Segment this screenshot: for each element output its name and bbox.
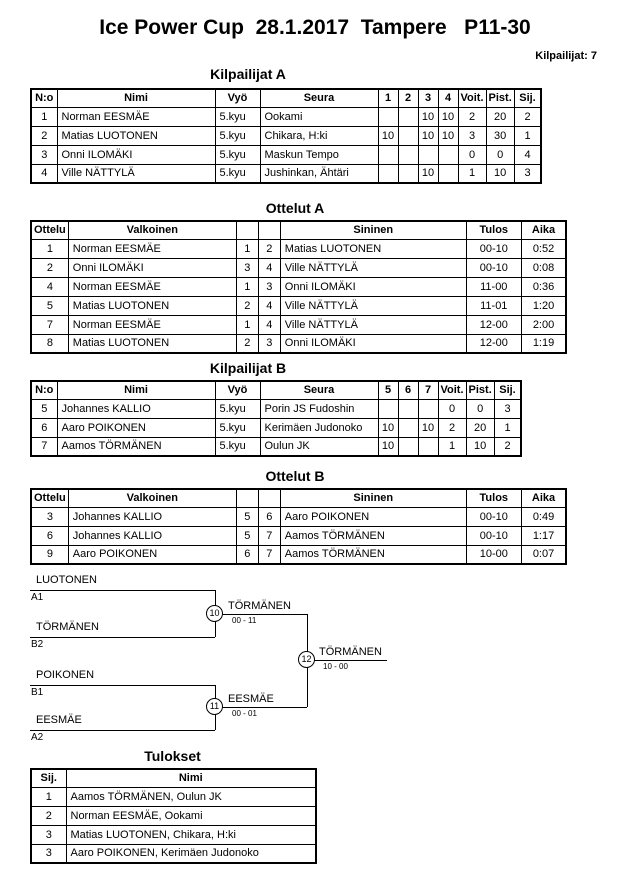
table-cell: 10 [466, 437, 494, 456]
column-header: 5 [378, 381, 398, 399]
table-cell: 0 [438, 399, 466, 418]
table-cell: 4 [258, 258, 280, 277]
match-score: 10 - 00 [323, 662, 348, 671]
table-cell: 1 [236, 315, 258, 334]
column-header: Nimi [57, 381, 215, 399]
table-cell: Aamos TÖRMÄNEN, Oulun JK [66, 787, 316, 806]
ottelut-b-table [30, 488, 567, 565]
column-header: N:o [31, 89, 57, 107]
column-header: 7 [418, 381, 438, 399]
table-cell: 1 [458, 164, 486, 183]
table-cell: 3 [258, 277, 280, 296]
table-cell: 5 [236, 507, 258, 526]
bracket-slot-line [30, 637, 215, 638]
header-row [31, 89, 541, 107]
match-winner-name: TÖRMÄNEN [319, 646, 382, 658]
table-row [31, 239, 566, 258]
table-cell: Ville NÄTTYLÄ [280, 296, 466, 315]
table-cell: 12-00 [466, 334, 521, 353]
table-cell: 2 [514, 107, 541, 126]
table-cell [398, 126, 418, 145]
table-cell [418, 399, 438, 418]
column-header: 6 [398, 381, 418, 399]
table-cell: 9 [31, 545, 68, 564]
table-cell: 0 [486, 145, 514, 164]
table-cell: 00-10 [466, 258, 521, 277]
table-cell: Johannes KALLIO [68, 507, 236, 526]
table-cell: 1 [236, 239, 258, 258]
table-cell: 3 [236, 258, 258, 277]
table-cell: 6 [236, 545, 258, 564]
table-cell: Aaro POIKONEN [68, 545, 236, 564]
bracket-slot-line [30, 590, 215, 591]
table-cell: 8 [31, 334, 68, 353]
table-cell: 12-00 [466, 315, 521, 334]
column-header: Pist. [486, 89, 514, 107]
table-cell: 0:07 [521, 545, 566, 564]
column-header: Valkoinen [68, 489, 236, 507]
match-number-circle: 11 [206, 698, 223, 715]
table-cell: Matias LUOTONEN [68, 296, 236, 315]
table-cell: Ville NÄTTYLÄ [280, 258, 466, 277]
table-cell [438, 145, 458, 164]
table-cell: Norman EESMÄE [68, 315, 236, 334]
table-row [31, 806, 316, 825]
table-cell: 10 [438, 107, 458, 126]
table-cell: Johannes KALLIO [68, 526, 236, 545]
table-cell: 3 [31, 844, 66, 863]
column-header: Aika [521, 221, 566, 239]
table-cell: 10-00 [466, 545, 521, 564]
table-cell [378, 399, 398, 418]
table-cell: 10 [378, 418, 398, 437]
match-score: 00 - 01 [232, 709, 257, 718]
column-header: Pist. [466, 381, 494, 399]
table-cell: 10 [378, 126, 398, 145]
column-header [236, 221, 258, 239]
table-cell: 20 [486, 107, 514, 126]
table-cell: 10 [418, 418, 438, 437]
table-cell: Norman EESMÄE, Ookami [66, 806, 316, 825]
table-cell: 5.kyu [215, 126, 260, 145]
table-cell: 7 [258, 526, 280, 545]
table-row [31, 145, 541, 164]
table-row [31, 507, 566, 526]
column-header: 2 [398, 89, 418, 107]
column-header: Seura [260, 89, 378, 107]
bracket-final-line [307, 660, 387, 661]
table-cell: 4 [258, 315, 280, 334]
table-cell: Maskun Tempo [260, 145, 378, 164]
table-row [31, 418, 521, 437]
table-cell [378, 107, 398, 126]
table-cell: 5.kyu [215, 399, 260, 418]
table-row [31, 277, 566, 296]
column-header: 1 [378, 89, 398, 107]
table-cell: Matias LUOTONEN [68, 334, 236, 353]
table-cell: 2:00 [521, 315, 566, 334]
table-cell: 6 [258, 507, 280, 526]
column-header: Ottelu [31, 221, 68, 239]
table-cell: 6 [31, 526, 68, 545]
table-cell: Norman EESMÄE [68, 277, 236, 296]
bracket-winner-line [215, 707, 307, 708]
table-cell [398, 418, 418, 437]
table-cell: 4 [31, 277, 68, 296]
column-header: Sij. [31, 769, 66, 787]
table-row [31, 399, 521, 418]
header-row [31, 381, 521, 399]
table-cell: 2 [458, 107, 486, 126]
column-header: Nimi [57, 89, 215, 107]
bracket-slot-label: B1 [31, 687, 44, 698]
section-heading-ottelut-b: Ottelut B [265, 468, 325, 484]
table-cell: 0:08 [521, 258, 566, 277]
match-number-circle: 12 [298, 651, 315, 668]
table-cell: Aamos TÖRMÄNEN [280, 526, 466, 545]
match-winner-name: TÖRMÄNEN [228, 600, 291, 612]
table-row [31, 526, 566, 545]
table-cell: Aaro POIKONEN [57, 418, 215, 437]
table-cell: 1 [31, 239, 68, 258]
column-header: 4 [438, 89, 458, 107]
table-cell [398, 399, 418, 418]
kilpailijat-b-table [30, 380, 522, 457]
column-header: Ottelu [31, 489, 68, 507]
table-cell: 2 [258, 239, 280, 258]
table-cell: 0:52 [521, 239, 566, 258]
table-cell [398, 437, 418, 456]
bracket-slot-line [30, 730, 215, 731]
table-cell [398, 107, 418, 126]
table-row [31, 825, 316, 844]
section-heading-ottelut-a: Ottelut A [265, 200, 325, 216]
table-cell: 4 [514, 145, 541, 164]
table-cell [398, 145, 418, 164]
table-cell: Jushinkan, Ähtäri [260, 164, 378, 183]
table-cell: 1 [236, 277, 258, 296]
table-cell [378, 145, 398, 164]
column-header [258, 221, 280, 239]
table-cell: 3 [31, 825, 66, 844]
bracket-slot-label: A1 [31, 592, 44, 603]
table-cell [378, 164, 398, 183]
table-row [31, 315, 566, 334]
table-cell: Norman EESMÄE [68, 239, 236, 258]
table-row [31, 258, 566, 277]
table-row [31, 296, 566, 315]
column-header: Vyö [215, 381, 260, 399]
bracket-winner-line [215, 614, 307, 615]
column-header: Voit. [438, 381, 466, 399]
table-cell: 1 [438, 437, 466, 456]
column-header: Sij. [494, 381, 521, 399]
table-row [31, 787, 316, 806]
column-header: Sij. [514, 89, 541, 107]
table-cell: Matias LUOTONEN [280, 239, 466, 258]
table-cell: Ville NÄTTYLÄ [280, 315, 466, 334]
table-cell: 2 [236, 334, 258, 353]
column-header: 3 [418, 89, 438, 107]
bracket-slot-line [30, 685, 215, 686]
table-cell: 0:49 [521, 507, 566, 526]
table-cell: Aaro POIKONEN, Kerimäen Judonoko [66, 844, 316, 863]
table-cell: 2 [31, 126, 57, 145]
table-cell: Onni ILOMÄKI [57, 145, 215, 164]
bracket-slot-label: A2 [31, 732, 44, 743]
table-cell: Oulun JK [260, 437, 378, 456]
bracket-slot-name: EESMÄE [36, 714, 82, 726]
table-cell: 1 [514, 126, 541, 145]
table-cell [418, 437, 438, 456]
table-cell: 0 [458, 145, 486, 164]
table-cell: 10 [486, 164, 514, 183]
table-cell: Aamos TÖRMÄNEN [57, 437, 215, 456]
table-row [31, 437, 521, 456]
column-header: Seura [260, 381, 378, 399]
table-cell: 7 [258, 545, 280, 564]
ottelut-a-table [30, 220, 567, 354]
table-cell [418, 145, 438, 164]
table-cell: Ville NÄTTYLÄ [57, 164, 215, 183]
table-cell: Onni ILOMÄKI [280, 334, 466, 353]
table-cell [398, 164, 418, 183]
kilpailijat-a-table [30, 88, 542, 184]
column-header: Tulos [466, 489, 521, 507]
table-cell: 1:17 [521, 526, 566, 545]
table-cell: 00-10 [466, 507, 521, 526]
column-header: Sininen [280, 489, 466, 507]
table-cell: Ookami [260, 107, 378, 126]
table-cell: 2 [31, 806, 66, 825]
table-cell: Aaro POIKONEN [280, 507, 466, 526]
match-number-circle: 10 [206, 605, 223, 622]
table-cell: 5.kyu [215, 418, 260, 437]
table-cell: Matias LUOTONEN, Chikara, H:ki [66, 825, 316, 844]
table-cell: 3 [31, 507, 68, 526]
table-cell: 4 [31, 164, 57, 183]
section-heading-kilpailijat-b: Kilpailijat B [209, 360, 287, 376]
section-heading-tulokset: Tulokset [144, 748, 201, 764]
table-cell: 5.kyu [215, 164, 260, 183]
table-cell: 5 [31, 399, 57, 418]
table-row [31, 164, 541, 183]
table-cell: Chikara, H:ki [260, 126, 378, 145]
table-cell: 1:20 [521, 296, 566, 315]
bracket-slot-name: TÖRMÄNEN [36, 621, 99, 633]
table-cell: 1:19 [521, 334, 566, 353]
table-cell [438, 164, 458, 183]
table-cell: 5 [31, 296, 68, 315]
table-cell: 10 [418, 126, 438, 145]
table-row [31, 844, 316, 863]
table-cell: Norman EESMÄE [57, 107, 215, 126]
table-cell: 10 [418, 107, 438, 126]
table-cell: 10 [438, 126, 458, 145]
table-row [31, 107, 541, 126]
table-cell: 30 [486, 126, 514, 145]
column-header: Nimi [66, 769, 316, 787]
tulokset-table [30, 768, 317, 864]
table-cell: 1 [494, 418, 521, 437]
table-cell: 3 [258, 334, 280, 353]
table-cell: Kerimäen Judonoko [260, 418, 378, 437]
table-cell: 3 [458, 126, 486, 145]
table-cell: 2 [236, 296, 258, 315]
page-title: Ice Power Cup 28.1.2017 Tampere P11-30 [99, 16, 531, 39]
table-cell: 00-10 [466, 526, 521, 545]
bracket-slot-name: LUOTONEN [36, 574, 97, 586]
section-heading-kilpailijat-a: Kilpailijat A [210, 66, 286, 82]
column-header: Valkoinen [68, 221, 236, 239]
table-cell: 3 [31, 145, 57, 164]
column-header [258, 489, 280, 507]
table-cell: 3 [514, 164, 541, 183]
table-cell: 11-01 [466, 296, 521, 315]
column-header [236, 489, 258, 507]
table-cell: 4 [258, 296, 280, 315]
table-row [31, 545, 566, 564]
competitor-count: Kilpailijat: 7 [535, 50, 597, 62]
table-cell: 5.kyu [215, 145, 260, 164]
column-header: Voit. [458, 89, 486, 107]
table-row [31, 126, 541, 145]
match-score: 00 - 11 [232, 616, 257, 625]
column-header: Tulos [466, 221, 521, 239]
table-cell: 1 [31, 107, 57, 126]
table-cell: Onni ILOMÄKI [68, 258, 236, 277]
table-cell: 2 [494, 437, 521, 456]
playoff-bracket [0, 570, 630, 755]
table-cell: Matias LUOTONEN [57, 126, 215, 145]
table-cell: 7 [31, 315, 68, 334]
column-header: N:o [31, 381, 57, 399]
table-cell: 7 [31, 437, 57, 456]
table-cell: 20 [466, 418, 494, 437]
table-cell: 2 [438, 418, 466, 437]
table-cell: 10 [418, 164, 438, 183]
header-row [31, 221, 566, 239]
column-header: Sininen [280, 221, 466, 239]
table-cell: 6 [31, 418, 57, 437]
table-cell: 5 [236, 526, 258, 545]
table-cell: 10 [378, 437, 398, 456]
table-cell: 11-00 [466, 277, 521, 296]
table-cell: 0 [466, 399, 494, 418]
table-cell: 5.kyu [215, 107, 260, 126]
table-row [31, 334, 566, 353]
table-cell: 2 [31, 258, 68, 277]
column-header: Vyö [215, 89, 260, 107]
table-cell: Onni ILOMÄKI [280, 277, 466, 296]
table-cell: Aamos TÖRMÄNEN [280, 545, 466, 564]
bracket-slot-label: B2 [31, 639, 44, 650]
table-cell: Porin JS Fudoshin [260, 399, 378, 418]
match-winner-name: EESMÄE [228, 693, 274, 705]
table-cell: 0:36 [521, 277, 566, 296]
header-row [31, 489, 566, 507]
column-header: Aika [521, 489, 566, 507]
table-cell: 5.kyu [215, 437, 260, 456]
table-cell: 1 [31, 787, 66, 806]
header-row [31, 769, 316, 787]
table-cell: Johannes KALLIO [57, 399, 215, 418]
bracket-slot-name: POIKONEN [36, 669, 95, 681]
table-cell: 3 [494, 399, 521, 418]
table-cell: 00-10 [466, 239, 521, 258]
